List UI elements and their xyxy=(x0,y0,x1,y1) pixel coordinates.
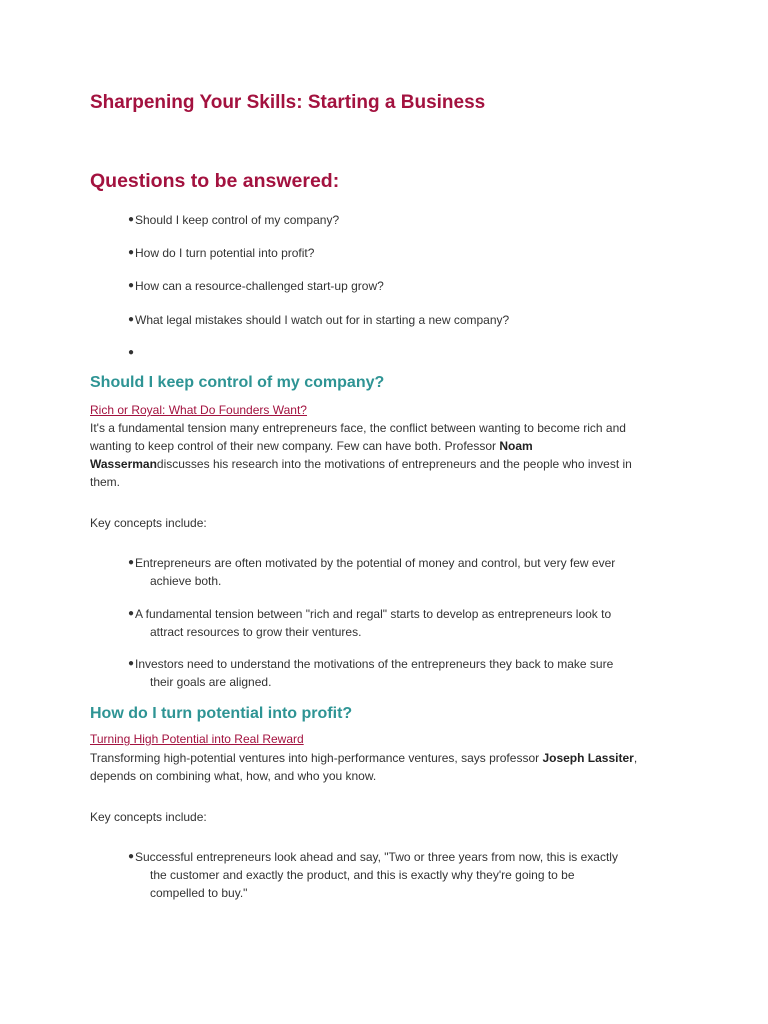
question-text: How do I turn potential into profit? xyxy=(135,246,315,260)
bullet-icon: ● xyxy=(128,557,135,568)
article-link[interactable]: Rich or Royal: What Do Founders Want? xyxy=(90,403,307,417)
professor-name: Joseph Lassiter xyxy=(542,751,634,765)
list-item xyxy=(128,848,618,902)
key-concepts-label: Key concepts include: xyxy=(90,516,207,530)
bullet-icon: ● xyxy=(128,347,135,358)
concept-text: Investors need to understand the motivations of the entrepreneurs they back to make sure their goals are aligned. xyxy=(135,657,614,689)
list-item xyxy=(128,244,618,262)
question-text: How can a resource-challenged start-up grow? xyxy=(135,279,384,293)
section-paragraph xyxy=(90,749,650,785)
bullet-icon: ● xyxy=(128,280,135,291)
question-text: What legal mistakes should I watch out for in starting a new company? xyxy=(135,313,510,327)
list-item xyxy=(128,655,618,691)
concept-text: Successful entrepreneurs look ahead and say, "Two or three years from now, this is exactly the customer and exactly the product, and this is exactly why they're going to be compelled to buy." xyxy=(135,850,618,900)
list-item xyxy=(128,311,618,329)
section-heading: Should I keep control of my company? xyxy=(90,374,385,391)
bullet-icon: ● xyxy=(128,214,135,225)
paragraph-text: discusses his research into the motivations of entrepreneurs and the people who invest in them. xyxy=(90,457,632,489)
paragraph-text: It's a fundamental tension many entrepreneurs face, the conflict between wanting to become rich and wanting to keep control of their new company. Few can have both. Professor xyxy=(90,421,626,453)
question-text: Should I keep control of my company? xyxy=(135,213,340,227)
paragraph-text: Transforming high-potential ventures into high-performance ventures, says professor xyxy=(90,751,543,765)
questions-heading: Questions to be answered: xyxy=(90,170,340,192)
section-paragraph xyxy=(90,419,650,491)
concept-text: A fundamental tension between "rich and regal" starts to develop as entrepreneurs look to attract resources to grow their ventures. xyxy=(135,607,612,639)
concept-text: Entrepreneurs are often motivated by the potential of money and control, but very few ever achieve both. xyxy=(135,556,616,588)
bullet-icon: ● xyxy=(128,314,135,325)
article-link[interactable]: Turning High Potential into Real Reward xyxy=(90,732,304,746)
list-item xyxy=(128,277,618,295)
bullet-icon: ● xyxy=(128,247,135,258)
document-title: Sharpening Your Skills: Starting a Business xyxy=(90,92,486,113)
professor-name: Noam Wasserman xyxy=(90,439,533,471)
bullet-icon: ● xyxy=(128,851,135,862)
list-item xyxy=(128,211,618,229)
key-concepts-label: Key concepts include: xyxy=(90,810,207,824)
bullet-icon: ● xyxy=(128,608,135,619)
section-heading: How do I turn potential into profit? xyxy=(90,705,353,722)
bullet-icon: ● xyxy=(128,658,135,669)
paragraph-text: , depends on combining what, how, and who you know. xyxy=(90,751,638,783)
list-item xyxy=(128,605,618,641)
list-item xyxy=(128,554,618,590)
